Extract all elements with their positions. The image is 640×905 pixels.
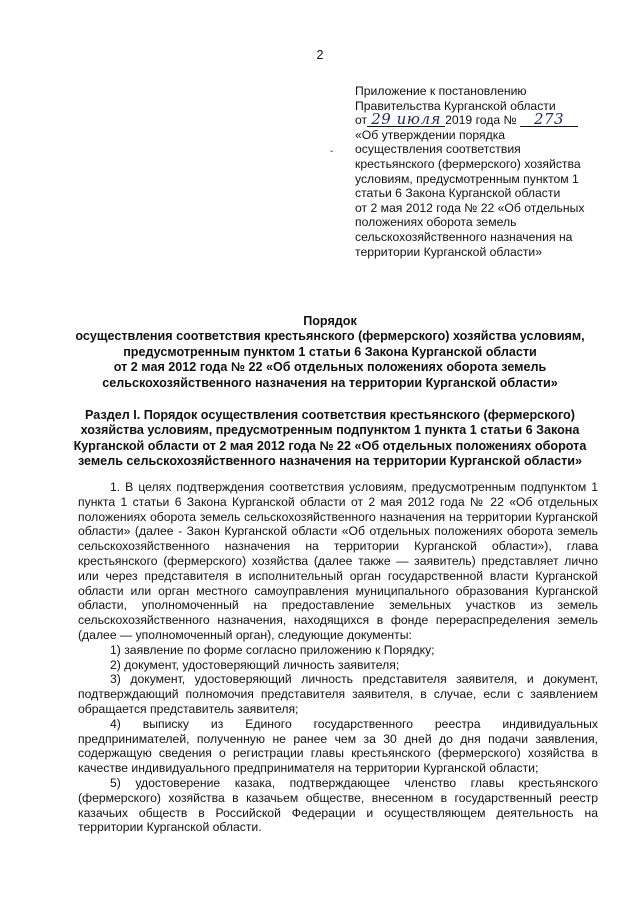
appendix-line: Приложение к постановлению <box>355 84 527 98</box>
list-item-2: 2) документ, удостоверяющий личность заявителя; <box>110 657 400 672</box>
list-item-4: 4) выписку из Единого государственного реестра индивидуальных предпринимателей, полученную не ранее чем за 30 дней до дня подачи заявления, содержащую сведения о регистрации главы крестьянского (фермерского) хозяйства в качестве индивидуального предпринимателя на территории Курганской области; <box>78 716 598 776</box>
appendix-line: статьи 6 Закона Курганской области <box>355 186 561 201</box>
document-title-line: от 2 мая 2012 года № 22 «Об отдельных положениях оборота земель <box>113 360 547 375</box>
appendix-line: территории Курганской области» <box>355 244 543 259</box>
section-heading-line: Раздел I. Порядок осуществления соответствия крестьянского (фермерского) <box>85 408 575 422</box>
document-title-line: осуществления соответствия крестьянского (фермерского) хозяйства условиям, <box>75 329 585 344</box>
appendix-line: осуществления соответствия <box>355 142 521 157</box>
stray-mark: ˇ <box>330 150 334 161</box>
list-item-3: 3) документ, удостоверяющий личность представителя заявителя, и документ, подтверждающий полномочия представителя заявителя, в случае, если с заявлением обращается представитель заявителя; <box>78 672 598 716</box>
appendix-line: сельскохозяйственного назначения на <box>355 229 573 244</box>
body-text <box>78 480 598 835</box>
appendix-line: Правительства Курганской области <box>355 98 556 113</box>
appendix-line: положениях оборота земель <box>355 215 517 230</box>
appendix-line: крестьянского (фермерского) хозяйства <box>355 156 581 171</box>
document-title-line: Порядок <box>303 314 357 328</box>
document-title <box>40 314 620 391</box>
handwritten-number: 273 <box>520 113 578 127</box>
appendix-from-prefix: от <box>355 113 368 128</box>
appendix-line: условиям, предусмотренным пунктом 1 <box>355 171 579 186</box>
handwritten-date: 29 июля <box>367 113 445 127</box>
list-item-5: 5) удостоверение казака, подтверждающее членство главы крестьянского (фермерского) хозяйства в казачьем обществе, внесенном в государственный реестр казачьих обществ в Российской Федерации и осуществляющем деятельность на территории Курганской области. <box>78 775 598 835</box>
section-heading <box>40 408 620 470</box>
appendix-line: «Об утверждении порядка <box>355 127 506 142</box>
list-item-1: 1) заявление по форме согласно приложению к Порядку; <box>110 642 435 657</box>
appendix-date-line <box>355 110 607 129</box>
appendix-block <box>355 84 607 259</box>
section-heading-line: земель сельскохозяйственного назначения на территории Курганской области» <box>77 454 583 469</box>
page-number: 2 <box>316 48 324 62</box>
appendix-year-text: 2019 года № <box>445 113 517 128</box>
document-title-line: сельскохозяйственного назначения на территории Курганской области» <box>102 375 558 390</box>
document-title-line: предусмотренным пунктом 1 статьи 6 Закона Курганской области <box>123 344 537 359</box>
appendix-line: от 2 мая 2012 года № 22 «Об отдельных <box>355 200 585 215</box>
paragraph-item-1: 1. В целях подтверждения соответствия условиям, предусмотренным подпунктом 1 пункта 1 статьи 6 Закона Курганской области от 2 мая 2012 года № 22 «Об отдельных положениях оборота земель сельскохозяйственного назначения на территории Курганской области» (далее - Закон Курганской области «Об отдельных положениях оборота земель сельскохозяйственного назначения на территории Курганской области»), глава крестьянского (фермерского) хозяйства (далее также — заявитель) представляет лично или через представителя в исполнительный орган государственной власти Курганской области или орган местного самоуправления муниципального образования Курганской области, уполномоченный на предоставление земельных участков из земель сельскохозяйственного назначения, находящихся в фонде перераспределения земель (далее — уполномоченный орган), следующие документы: <box>78 480 598 642</box>
section-heading-line: Курганской области от 2 мая 2012 года № 22 «Об отдельных положениях оборота <box>73 438 587 453</box>
section-heading-line: хозяйства условиям, предусмотренным подпунктом 1 пункта 1 статьи 6 Закона <box>80 423 580 438</box>
